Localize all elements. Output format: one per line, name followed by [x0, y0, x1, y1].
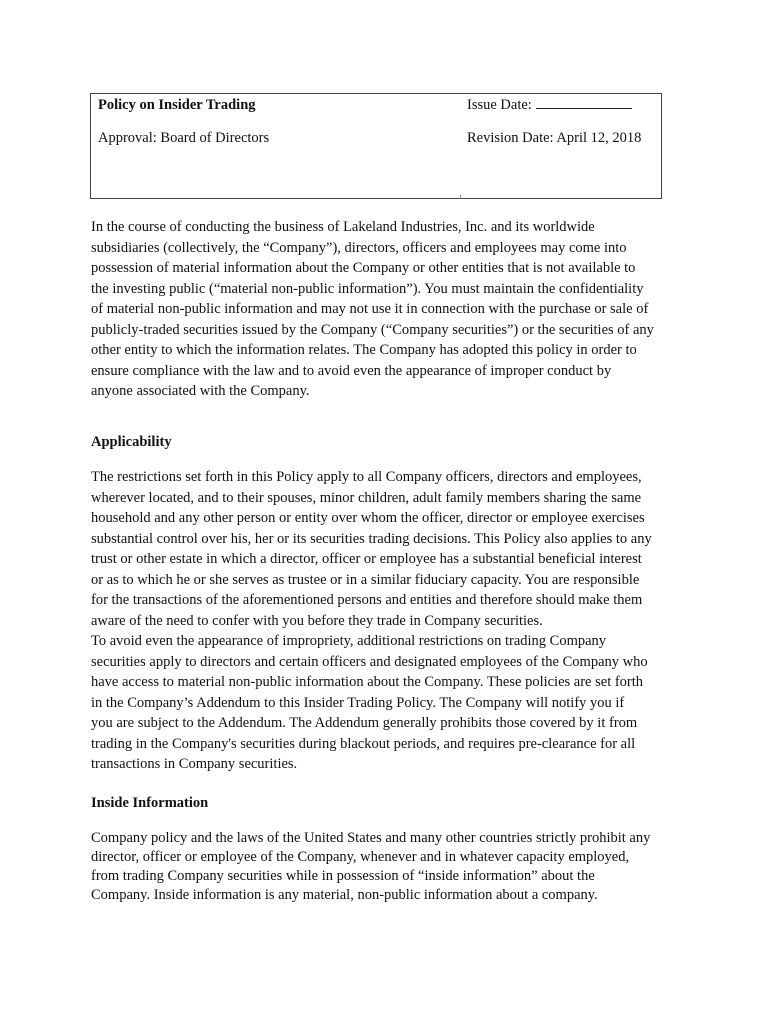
paragraph-line: director, officer or employee of the Company, whenever and in whatever capacity employed, — [91, 849, 630, 865]
paragraph-line: from trading Company securities while in possession of “inside information” about the — [91, 868, 595, 884]
paragraph-line: To avoid even the appearance of impropriety, additional restrictions on trading Company — [91, 633, 607, 649]
revision-date-line: Revision Date: April 12, 2018 — [467, 130, 642, 146]
intro-paragraph — [91, 217, 691, 402]
paragraph-line: of material non-public information and may not use it in connection with the purchase or sale of — [91, 301, 649, 317]
issue-date-blank — [536, 96, 632, 109]
paragraph-line: aware of the need to confer with you before they trade in Company securities. — [91, 612, 543, 629]
paragraph-line: for the transactions of the aforementioned persons and entities and therefore should make them — [91, 592, 643, 608]
approval-line: Approval: Board of Directors — [98, 130, 270, 146]
paragraph-line: household and any other person or entity over whom the officer, director or employee exercises — [91, 510, 645, 526]
paragraph-line: The restrictions set forth in this Policy apply to all Company officers, directors and employees, — [91, 469, 642, 485]
paragraph-line: subsidiaries (collectively, the “Company”), directors, officers and employees may come into — [91, 239, 627, 256]
paragraph-line: securities apply to directors and certain officers and designated employees of the Company who — [91, 653, 648, 670]
paragraph-line: Company policy and the laws of the United States and many other countries strictly prohibit any — [91, 830, 651, 846]
paragraph-line: Company. Inside information is any material, non-public information about a company. — [91, 887, 598, 903]
paragraph-line: or as to which he or she serves as trustee or in a similar fiduciary capacity. You are responsible — [91, 571, 640, 588]
policy-title: Policy on Insider Trading — [98, 97, 256, 113]
paragraph-line: have access to material non-public information about the Company. These policies are set forth — [91, 674, 644, 690]
applicability-heading: Applicability — [91, 434, 172, 450]
paragraph-line: possession of material information about the Company or other entities that is not available to — [91, 260, 636, 276]
paragraph-line: wherever located, and to their spouses, minor children, adult family members sharing the same — [91, 489, 642, 506]
inside-information-heading: Inside Information — [91, 795, 209, 811]
applicability-paragraph — [91, 467, 691, 775]
paragraph-line: publicly-traded securities issued by the Company (“Company securities”) or the securities of any — [91, 321, 654, 338]
paragraph-line: the investing public (“material non-public information”). You must maintain the confidentiality — [91, 280, 644, 297]
issue-date-line — [467, 96, 632, 114]
paragraph-line: trading in the Company's securities during blackout periods, and requires pre-clearance for all — [91, 735, 636, 752]
paragraph-line: In the course of conducting the business of Lakeland Industries, Inc. and its worldwide — [91, 219, 595, 235]
issue-date-label: Issue Date: — [467, 97, 532, 113]
paragraph-line: trust or other estate in which a director, officer or employee has a substantial beneficial interest — [91, 551, 642, 567]
paragraph-line: ensure compliance with the law and to avoid even the appearance of improper conduct by — [91, 362, 612, 379]
paragraph-line: you are subject to the Addendum. The Addendum generally prohibits those covered by it from — [91, 715, 638, 731]
inside-information-paragraph — [91, 829, 691, 905]
paragraph-line: anyone associated with the Company. — [91, 383, 310, 399]
policy-header-box — [90, 93, 662, 199]
paragraph-line: substantial control over his, her or its securities trading decisions. This Policy also applies to any — [91, 530, 652, 547]
paragraph-line: other entity to which the information relates. The Company has adopted this policy in order to — [91, 342, 637, 358]
paragraph-line: in the Company’s Addendum to this Insider Trading Policy. The Company will notify you if — [91, 694, 625, 711]
paragraph-line: transactions in Company securities. — [91, 756, 298, 772]
box-tick-mark — [460, 195, 461, 199]
